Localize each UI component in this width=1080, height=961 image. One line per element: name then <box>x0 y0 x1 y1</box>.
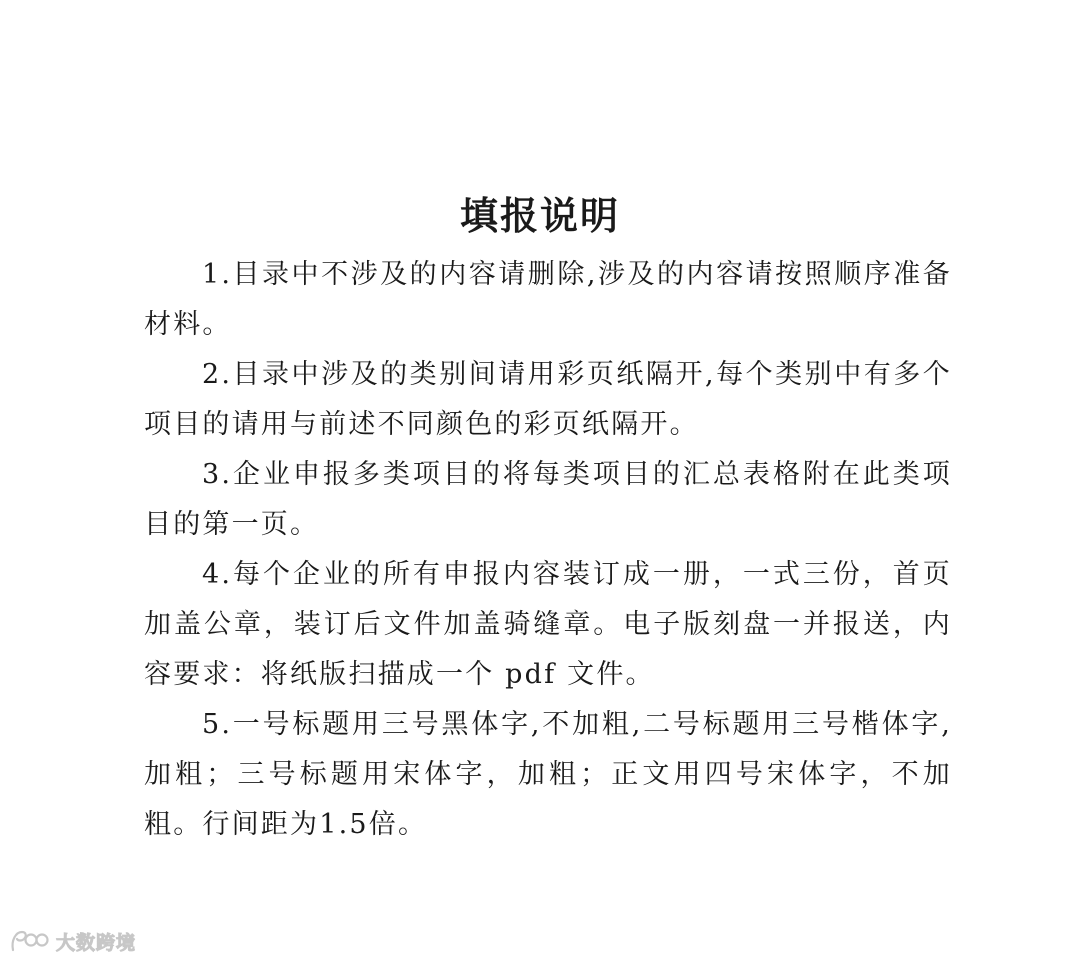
instructions-body <box>144 250 952 850</box>
instruction-item-2: 2.目录中涉及的类别间请用彩页纸隔开,每个类别中有多个项目的请用与前述不同颜色的彩页纸隔开。 <box>144 359 952 440</box>
watermark <box>10 927 136 955</box>
instruction-item-5: 5.一号标题用三号黑体字,不加粗,二号标题用三号楷体字,加粗；三号标题用宋体字，加粗；正文用四号宋体字，不加粗。行间距为1.5倍。 <box>144 709 952 840</box>
instruction-item-1: 1.目录中不涉及的内容请删除,涉及的内容请按照顺序准备材料。 <box>144 259 952 340</box>
watermark-text: 大数跨境 <box>56 931 137 954</box>
page-title: 填报说明 <box>459 194 620 238</box>
brand-logo-icon <box>10 928 50 954</box>
instruction-item-3: 3.企业申报多类项目的将每类项目的汇总表格附在此类项目的第一页。 <box>144 459 952 540</box>
instruction-item-4: 4.每个企业的所有申报内容装订成一册，一式三份，首页加盖公章，装订后文件加盖骑缝章。电子版刻盘一并报送，内容要求：将纸版扫描成一个 pdf 文件。 <box>144 559 952 690</box>
